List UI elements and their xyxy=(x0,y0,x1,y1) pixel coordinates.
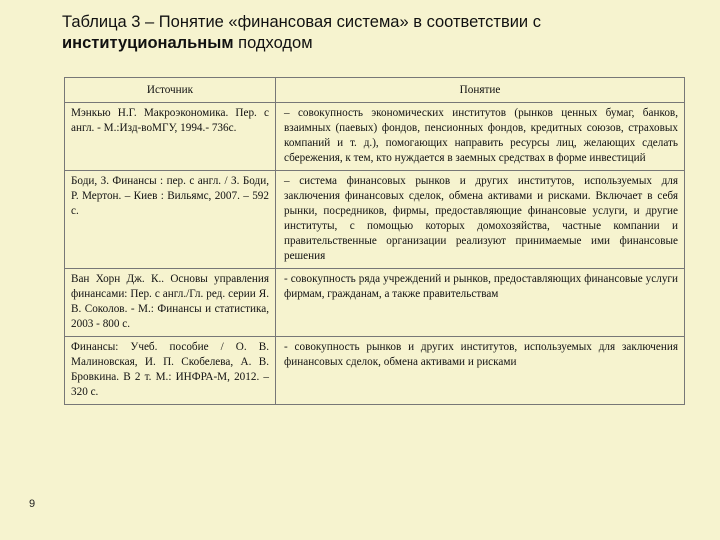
source-cell: Мэнкью Н.Г. Макроэкономика. Пер. с англ. - М.:Изд-воМГУ, 1994.- 736с. xyxy=(65,103,276,171)
concept-cell: – система финансовых рынков и других институтов, используемых для заключения финансовых сделок, обмена активами и рисками. Включает в себя рынки, посредников, фирмы, предоставляющие финансовые услуги, и другие институты, с помощью которых домохозяйства, частные компании и правительственные организации реализуют принимаемые ими финансовые решения xyxy=(276,171,685,269)
source-cell: Боди, З. Финансы : пер. с англ. / З. Боди, Р. Мертон. – Киев : Вильямс, 2007. – 592 с. xyxy=(65,171,276,269)
header-concept: Понятие xyxy=(276,78,685,103)
table-row xyxy=(65,171,685,269)
page-number: 9 xyxy=(29,498,36,510)
source-cell: Ван Хорн Дж. К.. Основы управления финансами: Пер. с англ./Гл. ред. серии Я. В. Соколов. - М.: Финансы и статистика, 2003 - 800 с. xyxy=(65,269,276,337)
table-title-rest: подходом xyxy=(233,34,313,52)
table-row xyxy=(65,269,685,337)
concept-cell: - совокупность рынков и других институтов, используемых для заключения финансовых сделок, обмена активами и рисками xyxy=(276,337,685,405)
header-source: Источник xyxy=(65,78,276,103)
table-title-emphasis: институциональным xyxy=(62,34,234,52)
table-row xyxy=(65,337,685,405)
source-cell: Финансы: Учеб. пособие / О. В. Малиновская, И. П. Скобелева, А. В. Бровкина. В 2 т. М.: ИНФРА-М, 2012. – 320 с. xyxy=(65,337,276,405)
table-title xyxy=(62,12,682,54)
table-title-line-1: Таблица 3 – Понятие «финансовая система» в соответствии с xyxy=(62,13,541,31)
concept-cell: - совокупность ряда учреждений и рынков, предоставляющих финансовые услуги фирмам, гражданам, а также правительствам xyxy=(276,269,685,337)
table-title-line-2 xyxy=(62,33,682,54)
table-header-row xyxy=(65,78,685,103)
definitions-table xyxy=(64,77,685,405)
concept-cell: – совокупность экономических институтов (рынков ценных бумаг, банков, взаимных (паевых) фондов, пенсионных фондов, кредитных союзов, страховых компаний и т. д.), помогающих направить ресурсы лиц, желающих сделать сбережения, к тем, кто нуждается в заемных средствах в форме инвестиций xyxy=(276,103,685,171)
table-row xyxy=(65,103,685,171)
